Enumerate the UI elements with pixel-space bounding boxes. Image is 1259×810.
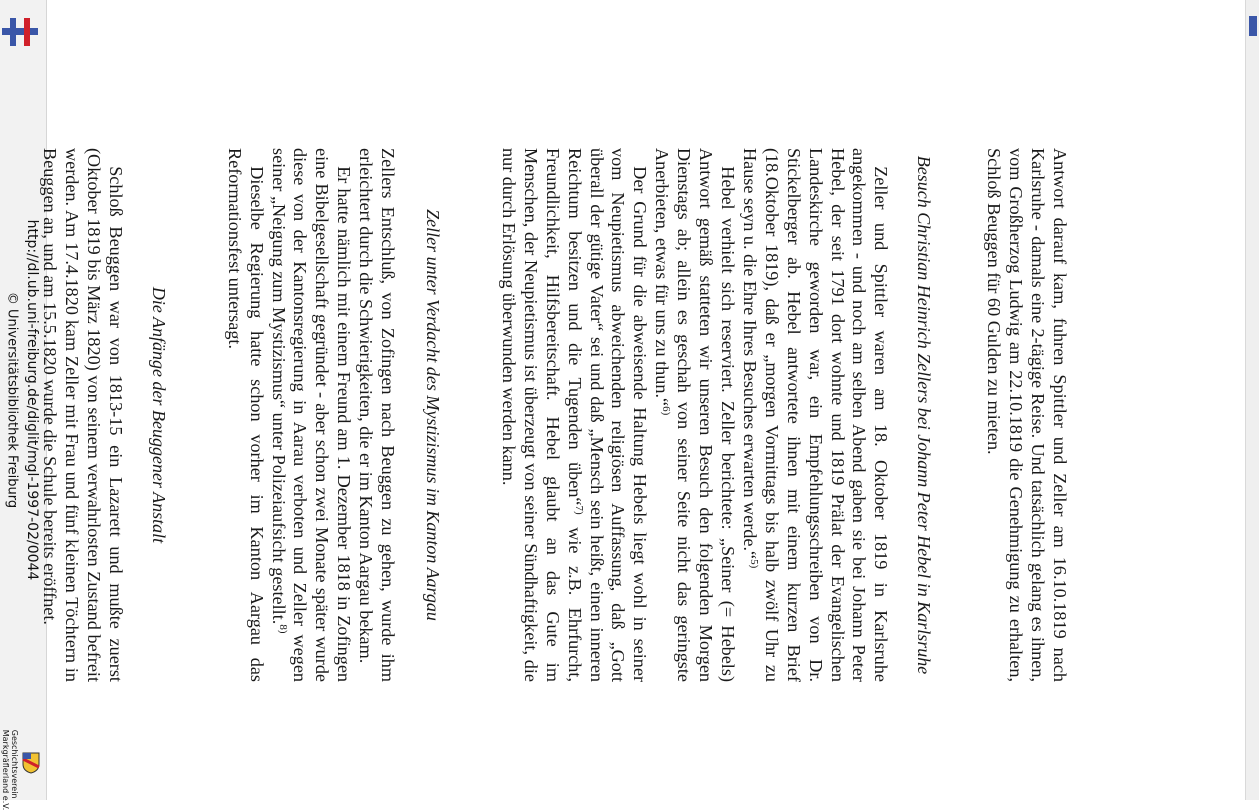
paragraph-reserved [650, 148, 738, 682]
society-name [1, 730, 19, 810]
right-logo-icon [1249, 16, 1257, 36]
viewer-right-strip [1245, 0, 1259, 800]
paragraph-reason-text-cont: wie z.B. Ehrfurcht, Freundlichkeit, Hilfsbereitschaft. Hebel glaubt an das Gute im Menschen, der Neupietismus ist überzeugt von seiner Sündhaftigkeit, die nur durch Erlösung überwunden werden kann. [498, 148, 585, 682]
footnote-ref: 5) [748, 559, 760, 569]
page-content [40, 40, 1110, 760]
paragraph-reason-text: Der Grund für die abweisende Haltung Hebels liegt wohl in seiner vom Neupietismus abweichenden religiösen Auffassung, daß „Gott überall der gütige Vater“ sei und daß „Mensch sein heißt, einen inneren Reichtum besitzen und die Tugenden üben“ [564, 148, 651, 682]
section-heading-hebel: Besuch Christian Heinrich Zellers bei Johann Peter Hebel in Karlsruhe [914, 155, 935, 675]
footnote-ref: 8) [276, 624, 289, 634]
society-name-line2: Markgräflerland e.V. [1, 729, 10, 810]
paragraph-decision: Zellers Entschluß, von Zofingen nach Beuggen zu gehen, wurde ihm erleichtert durch die Schwierigkeiten, die er im Kanton Aargau bekam. [356, 148, 399, 682]
paragraph-bible-society [267, 148, 355, 682]
scanned-page [40, 40, 1110, 760]
footnote-ref: 7) [572, 505, 585, 515]
paragraph-reserved-text: Hebel verhielt sich reserviert. Zeller berichtete: „Seiner (= Hebels) Antwort gemäß statteten wir unseren Besuch den folgenden Morgen Dienstags ab; allein es geschah von seiner Seite nicht das geringste Anerbieten, etwas für uns zu thun.“ [652, 148, 739, 682]
society-name-line1: Geschichtsverein [10, 729, 19, 799]
coat-of-arms-icon [22, 752, 40, 774]
copyright-notice: © Universitätsbibliothek Freiburg [4, 291, 20, 509]
paragraph-bible-society-text: Er hatte nämlich mit einem Freund am 1. Dezember 1818 in Zofingen eine Bibelgesellschaft gegründet - aber schon zwei Monate später wurde diese von der Kantonsregierung in Aarau verboten und Zeller wegen seiner „Neigung zum Mystizismus“ unter Polizeiaufsicht gestellt. [268, 148, 355, 682]
paragraph-beuggen: Schloß Beuggen war von 1813-15 ein Lazarett und mußte zuerst (Oktober 1819 bis März 1820) von seinem verwahrlosten Zustand befreit werden. Am 17.4.1820 kam Zeller mit Frau und fünf kleinen Töchtern in Beuggen an, und am 15.5.1820 wurde die Schule bereits eröffnet. [40, 148, 126, 682]
library-logo-icon [2, 14, 38, 50]
paragraph-reason [497, 148, 650, 682]
document-url[interactable]: http://dl.ub.uni-freiburg.de/diglit/mgl-1997-02/0044 [24, 219, 40, 581]
section-heading-anfaenge: Die Anfänge der Beuggener Anstalt [148, 286, 169, 544]
footnote-ref: 6) [660, 406, 673, 416]
section-heading-mystizismus: Zeller unter Verdacht des Mystizismus im Kanton Aargau [423, 209, 444, 621]
paragraph-arrival [738, 148, 891, 682]
paragraph-reformation: Dieselbe Regierung hatte schon vorher im Kanton Aargau das Reformationsfest untersagt. [224, 148, 267, 682]
paragraph-arrival-text: Zeller und Spittler waren am 18. Oktober 1819 in Karlsruhe angekommen - und noch am selben Abend gaben sie bei Johann Peter Hebel, der seit 1791 dort wohnte und 1819 Prälat der Evangelischen Landeskirche geworden war, ein Empfehlungsschreiben von Dr. Stickelberger ab. Hebel antwortete ihnen mit einem kurzen Brief (18.Oktober 1819), daß er „morgen Vormittags bis halb zwölf Uhr zu Hause seyn u. die Ehre Ihres Besuches erwarten werde.“ [739, 148, 892, 682]
paragraph-continuation: Antwort darauf kam, fuhren Spittler und Zeller am 16.10.1819 nach Karlsruhe - damals eine 2-tägige Reise. Und tatsächlich gelang es ihnen, vom Großherzog Ludwig am 22.10.1819 die Genehmigung zu erhalten, Schloß Beuggen für 60 Gulden zu mieten. [984, 148, 1070, 682]
